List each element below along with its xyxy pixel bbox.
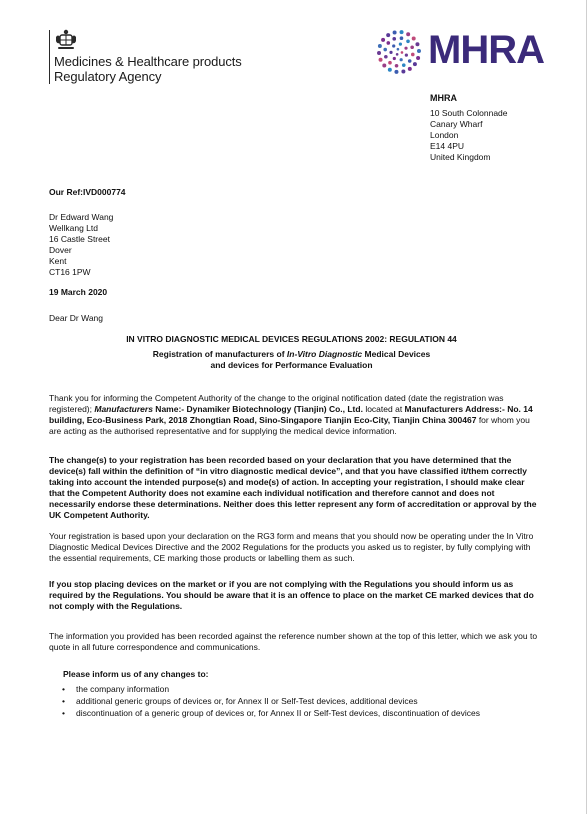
header-divider xyxy=(49,30,50,84)
bullet-icon: • xyxy=(62,696,65,706)
paragraph-compliance-warning: If you stop placing devices on the market or if you are not complying with the Regulations you should inform us as required by the Regulations. You should be aware that it is an offence to place on the market CE marked devices that do not comply with the Regulations. xyxy=(49,579,534,611)
paragraph-notification xyxy=(49,393,539,437)
sender-address xyxy=(430,93,508,163)
dotted-circle-logo-icon xyxy=(374,29,424,75)
list-item-text: the company information xyxy=(76,684,170,694)
p1-manufacturers-label: Manufacturers xyxy=(94,404,153,414)
sender-name: MHRA xyxy=(430,93,457,103)
recipient-line: 16 Castle Street xyxy=(49,234,110,244)
agency-line-2: Regulatory Agency xyxy=(54,69,162,84)
recipient-line: Dr Edward Wang xyxy=(49,212,114,222)
list-item-text: additional generic groups of devices or, for Annex II or Self-Test devices, additional devices xyxy=(76,696,418,706)
sender-address-line: Canary Wharf xyxy=(430,119,483,129)
agency-line-1: Medicines & Healthcare products xyxy=(54,54,242,69)
subheading-text: Medical Devices xyxy=(362,349,431,359)
recipient-line: CT16 1PW xyxy=(49,267,91,277)
paragraph-rg3-form: Your registration is based upon your declaration on the RG3 form and means that you should now be operating under the In Vitro Diagnostic Medical Devices Directive and the 2002 Regulations for the products you asked us to register, by fully complying with the essential requirements, CE marking those products or labelling them as such. xyxy=(49,531,534,563)
recipient-line: Wellkang Ltd xyxy=(49,223,98,233)
salutation: Dear Dr Wang xyxy=(49,313,104,323)
our-reference: Our Ref:IVD000774 xyxy=(49,187,126,197)
sender-address-line: E14 4PU xyxy=(430,141,465,151)
p1-manufacturer-name: Name:- Dynamiker Biotechnology (Tianjin) Co., Ltd. xyxy=(152,404,363,414)
agency-name xyxy=(54,54,242,84)
list-item xyxy=(60,696,530,707)
bullet-icon: • xyxy=(62,684,65,694)
subheading-line-2: and devices for Performance Evaluation xyxy=(210,360,373,370)
changes-list xyxy=(60,684,530,720)
p1-manufacturer-address: Manufacturers Address:- No. 14 building, Eco-Business Park, 2018 Zhongtian Road, Sino-Singapore Tianjin Eco-City, Tianjin China 300467 xyxy=(49,404,533,425)
recipient-line: Kent xyxy=(49,256,67,266)
subheading-text: Registration of manufacturers of xyxy=(152,349,287,359)
paragraph-reference-number: The information you provided has been recorded against the reference number shown at the top of this letter, which we ask you to quote in all future correspondence and communications. xyxy=(49,631,538,652)
royal-crest-icon xyxy=(54,28,78,52)
subheading-italic: In-Vitro Diagnostic xyxy=(286,349,363,359)
letter-date: 19 March 2020 xyxy=(49,287,108,297)
mhra-logo-text: MHRA xyxy=(428,28,544,72)
inform-changes-heading: Please inform us of any changes to: xyxy=(63,669,209,679)
sender-address-line: 10 South Colonnade xyxy=(430,108,508,118)
list-item xyxy=(60,708,530,719)
bullet-icon: • xyxy=(62,708,65,718)
list-item-text: discontinuation of a generic group of devices or, for Annex II or Self-Test devices, discontinuation of devices xyxy=(76,708,480,718)
p1-text: located at xyxy=(362,404,405,414)
list-item xyxy=(60,684,530,695)
p1-text: Thank you for informing the Competent Authority of the change to the original notification dated (date the registration was registered); xyxy=(49,393,504,414)
recipient-line: Dover xyxy=(49,245,72,255)
sender-address-line: London xyxy=(430,130,459,140)
paragraph-declaration: The change(s) to your registration has been recorded based on your declaration that you have determined that the device(s) fall within the definition of “in vitro diagnostic medical device”, and that you have classified it/them correctly taking into account the intended purpose(s) and mode(s) of action. In accepting your registration, I should make clear that the Competent Authority does not examine each individual notification and therefore cannot and does not necessarily endorse these determinations. Neither does this letter represent any form of accreditation or approval by the UK Competent Authority. xyxy=(49,455,537,520)
p1-text: for whom you are acting as the authorised representative and for supplying the medical device information. xyxy=(49,415,530,436)
regulation-heading: IN VITRO DIAGNOSTIC MEDICAL DEVICES REGULATIONS 2002: REGULATION 44 xyxy=(126,334,457,344)
sender-address-line: United Kingdom xyxy=(430,152,491,162)
registration-subheading xyxy=(49,349,534,371)
recipient-address xyxy=(49,212,113,278)
